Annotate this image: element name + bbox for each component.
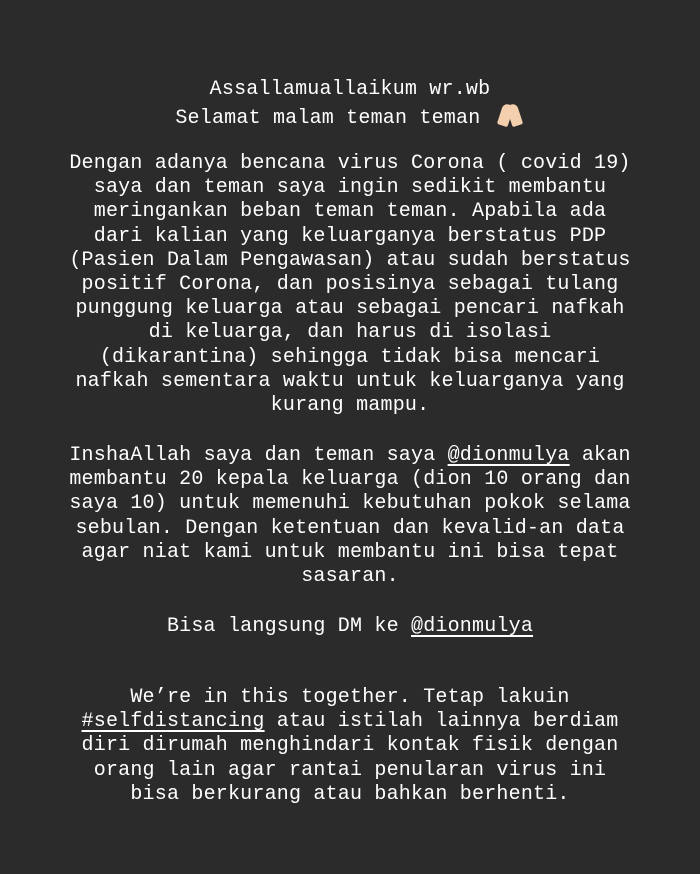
- paragraph-line: orang lain agar rantai penularan virus ini: [93, 758, 607, 782]
- paragraph-line: di keluarga, dan harus di isolasi: [148, 321, 552, 345]
- paragraph-line: dari kalian yang keluarganya berstatus PDP: [93, 224, 607, 248]
- hashtag-link-selfdistancing[interactable]: #selfdistancing: [81, 710, 265, 734]
- mention-link-dionmulya-dm[interactable]: @dionmulya: [411, 615, 534, 638]
- greeting-block: [0, 78, 700, 131]
- paragraph-line: meringankan beban teman teman. Apabila ada: [93, 200, 607, 224]
- folded-hands-icon: [495, 102, 525, 128]
- dm-line-text: [0, 615, 700, 639]
- paragraph-line: punggung keluarga atau sebagai pencari nafkah: [75, 297, 625, 321]
- paragraph-line: nafkah sementara waktu untuk keluarganya yang: [75, 369, 625, 393]
- dm-line: [0, 615, 700, 639]
- paragraph-line: sebulan. Dengan ketentuan dan kevalid-an data: [75, 516, 625, 540]
- paragraph-line: bisa berkurang atau bahkan berhenti.: [130, 782, 570, 806]
- paragraph-line: Dengan adanya bencana virus Corona ( covid 19): [69, 152, 631, 175]
- paragraph-line: [0, 710, 700, 734]
- paragraph-line: kurang mampu.: [270, 394, 430, 418]
- paragraph-2: [0, 444, 700, 589]
- paragraph-text: akan: [569, 444, 631, 467]
- paragraph-line: saya dan teman saya ingin sedikit membantu: [93, 176, 607, 200]
- paragraph-line: membantu 20 kepala keluarga (dion 10 orang dan: [69, 468, 631, 492]
- paragraph-line: (Pasien Dalam Pengawasan) atau sudah berstatus: [69, 248, 631, 272]
- paragraph-line: [0, 444, 700, 468]
- paragraph-1: [0, 152, 700, 418]
- paragraph-line: (dikarantina) sehingga tidak bisa mencari: [99, 345, 601, 369]
- paragraph-text: atau istilah lainnya berdiam: [264, 710, 619, 734]
- mention-link-dionmulya[interactable]: @dionmulya: [447, 444, 570, 467]
- greeting-text: Selamat malam teman teman: [175, 107, 481, 131]
- paragraph-line: sasaran.: [301, 565, 399, 589]
- greeting-line: Assallamuallaikum wr.wb: [209, 78, 491, 101]
- paragraph-line: diri dirumah menghindari kontak fisik dengan: [81, 734, 619, 758]
- dm-text: Bisa langsung DM ke: [166, 615, 411, 638]
- closing-paragraph: [0, 686, 700, 807]
- greeting-line-2: [0, 102, 700, 131]
- paragraph-line: agar niat kami untuk membantu ini bisa tepat: [81, 540, 619, 564]
- paragraph-line: saya 10) untuk memenuhi kebutuhan pokok selama: [69, 492, 631, 516]
- paragraph-line: positif Corona, dan posisinya sebagai tulang: [81, 273, 619, 297]
- paragraph-line: We’re in this together. Tetap lakuin: [130, 686, 570, 709]
- paragraph-text: InshaAllah saya dan teman saya: [69, 444, 448, 467]
